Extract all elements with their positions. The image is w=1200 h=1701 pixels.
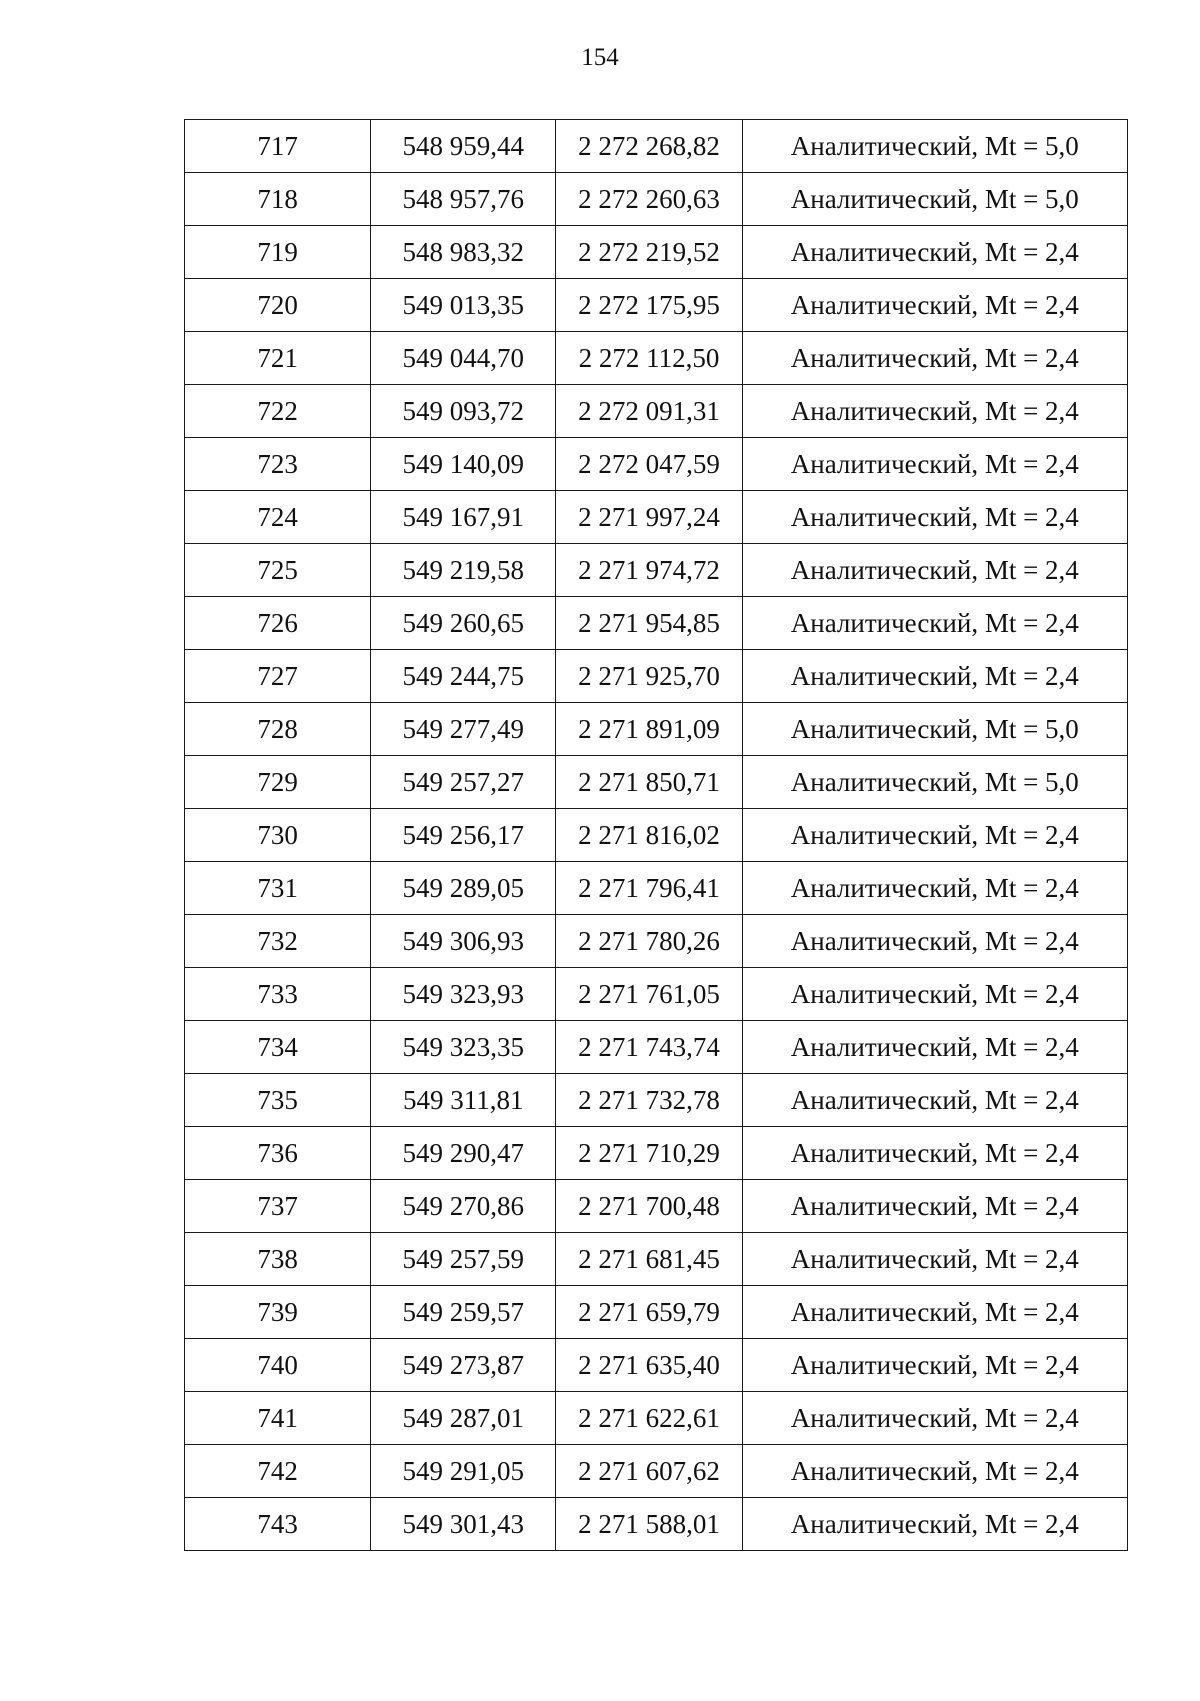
x-coordinate-cell: 549 270,86: [371, 1180, 556, 1233]
point-number-cell: 731: [185, 862, 371, 915]
x-coordinate-cell: 549 167,91: [371, 491, 556, 544]
point-number-cell: 724: [185, 491, 371, 544]
point-number-cell: 730: [185, 809, 371, 862]
table-row: [185, 438, 1128, 491]
table-row: [185, 120, 1128, 173]
method-cell: Аналитический, Mt = 5,0: [742, 703, 1127, 756]
point-number-cell: 732: [185, 915, 371, 968]
method-cell: Аналитический, Mt = 5,0: [742, 173, 1127, 226]
method-cell: Аналитический, Mt = 2,4: [742, 385, 1127, 438]
y-coordinate-cell: 2 272 047,59: [556, 438, 742, 491]
y-coordinate-cell: 2 271 796,41: [556, 862, 742, 915]
x-coordinate-cell: 549 306,93: [371, 915, 556, 968]
method-cell: Аналитический, Mt = 2,4: [742, 438, 1127, 491]
method-cell: Аналитический, Mt = 2,4: [742, 809, 1127, 862]
method-cell: Аналитический, Mt = 2,4: [742, 1021, 1127, 1074]
y-coordinate-cell: 2 272 260,63: [556, 173, 742, 226]
y-coordinate-cell: 2 271 659,79: [556, 1286, 742, 1339]
method-cell: Аналитический, Mt = 2,4: [742, 1498, 1127, 1551]
y-coordinate-cell: 2 271 743,74: [556, 1021, 742, 1074]
point-number-cell: 742: [185, 1445, 371, 1498]
x-coordinate-cell: 548 957,76: [371, 173, 556, 226]
point-number-cell: 734: [185, 1021, 371, 1074]
y-coordinate-cell: 2 271 997,24: [556, 491, 742, 544]
method-cell: Аналитический, Mt = 5,0: [742, 756, 1127, 809]
table-row: [185, 226, 1128, 279]
y-coordinate-cell: 2 271 816,02: [556, 809, 742, 862]
y-coordinate-cell: 2 271 588,01: [556, 1498, 742, 1551]
table-row: [185, 1021, 1128, 1074]
method-cell: Аналитический, Mt = 2,4: [742, 1233, 1127, 1286]
point-number-cell: 729: [185, 756, 371, 809]
y-coordinate-cell: 2 271 954,85: [556, 597, 742, 650]
y-coordinate-cell: 2 271 710,29: [556, 1127, 742, 1180]
point-number-cell: 743: [185, 1498, 371, 1551]
x-coordinate-cell: 549 044,70: [371, 332, 556, 385]
method-cell: Аналитический, Mt = 2,4: [742, 279, 1127, 332]
point-number-cell: 726: [185, 597, 371, 650]
point-number-cell: 740: [185, 1339, 371, 1392]
table-row: [185, 1445, 1128, 1498]
method-cell: Аналитический, Mt = 2,4: [742, 650, 1127, 703]
x-coordinate-cell: 549 257,59: [371, 1233, 556, 1286]
point-number-cell: 717: [185, 120, 371, 173]
point-number-cell: 722: [185, 385, 371, 438]
y-coordinate-cell: 2 272 219,52: [556, 226, 742, 279]
table-row: [185, 1392, 1128, 1445]
table-row: [185, 597, 1128, 650]
table-row: [185, 1233, 1128, 1286]
point-number-cell: 721: [185, 332, 371, 385]
y-coordinate-cell: 2 272 091,31: [556, 385, 742, 438]
table-row: [185, 915, 1128, 968]
method-cell: Аналитический, Mt = 2,4: [742, 491, 1127, 544]
method-cell: Аналитический, Mt = 2,4: [742, 862, 1127, 915]
method-cell: Аналитический, Mt = 2,4: [742, 1445, 1127, 1498]
method-cell: Аналитический, Mt = 2,4: [742, 544, 1127, 597]
point-number-cell: 735: [185, 1074, 371, 1127]
method-cell: Аналитический, Mt = 2,4: [742, 332, 1127, 385]
x-coordinate-cell: 549 277,49: [371, 703, 556, 756]
method-cell: Аналитический, Mt = 2,4: [742, 1339, 1127, 1392]
table-row: [185, 1127, 1128, 1180]
x-coordinate-cell: 549 219,58: [371, 544, 556, 597]
table-row: [185, 1286, 1128, 1339]
y-coordinate-cell: 2 271 732,78: [556, 1074, 742, 1127]
table-row: [185, 756, 1128, 809]
x-coordinate-cell: 549 290,47: [371, 1127, 556, 1180]
x-coordinate-cell: 549 256,17: [371, 809, 556, 862]
point-number-cell: 719: [185, 226, 371, 279]
table-row: [185, 173, 1128, 226]
x-coordinate-cell: 549 323,93: [371, 968, 556, 1021]
table-row: [185, 1074, 1128, 1127]
y-coordinate-cell: 2 272 268,82: [556, 120, 742, 173]
method-cell: Аналитический, Mt = 2,4: [742, 597, 1127, 650]
y-coordinate-cell: 2 271 925,70: [556, 650, 742, 703]
table-row: [185, 703, 1128, 756]
table-row: [185, 968, 1128, 1021]
method-cell: Аналитический, Mt = 5,0: [742, 120, 1127, 173]
page-number: 154: [581, 44, 619, 71]
x-coordinate-cell: 549 257,27: [371, 756, 556, 809]
x-coordinate-cell: 549 093,72: [371, 385, 556, 438]
table-row: [185, 385, 1128, 438]
table-row: [185, 1180, 1128, 1233]
x-coordinate-cell: 549 287,01: [371, 1392, 556, 1445]
x-coordinate-cell: 548 959,44: [371, 120, 556, 173]
x-coordinate-cell: 549 273,87: [371, 1339, 556, 1392]
x-coordinate-cell: 549 323,35: [371, 1021, 556, 1074]
x-coordinate-cell: 549 259,57: [371, 1286, 556, 1339]
point-number-cell: 723: [185, 438, 371, 491]
point-number-cell: 728: [185, 703, 371, 756]
y-coordinate-cell: 2 271 681,45: [556, 1233, 742, 1286]
table-row: [185, 491, 1128, 544]
y-coordinate-cell: 2 271 635,40: [556, 1339, 742, 1392]
y-coordinate-cell: 2 271 622,61: [556, 1392, 742, 1445]
method-cell: Аналитический, Mt = 2,4: [742, 1286, 1127, 1339]
x-coordinate-cell: 549 291,05: [371, 1445, 556, 1498]
y-coordinate-cell: 2 271 761,05: [556, 968, 742, 1021]
x-coordinate-cell: 549 289,05: [371, 862, 556, 915]
table-row: [185, 332, 1128, 385]
x-coordinate-cell: 549 013,35: [371, 279, 556, 332]
table-row: [185, 279, 1128, 332]
point-number-cell: 738: [185, 1233, 371, 1286]
point-number-cell: 739: [185, 1286, 371, 1339]
method-cell: Аналитический, Mt = 2,4: [742, 915, 1127, 968]
point-number-cell: 733: [185, 968, 371, 1021]
method-cell: Аналитический, Mt = 2,4: [742, 1392, 1127, 1445]
point-number-cell: 725: [185, 544, 371, 597]
y-coordinate-cell: 2 272 175,95: [556, 279, 742, 332]
table-body: [185, 120, 1128, 1551]
method-cell: Аналитический, Mt = 2,4: [742, 1180, 1127, 1233]
y-coordinate-cell: 2 271 850,71: [556, 756, 742, 809]
table-row: [185, 1498, 1128, 1551]
method-cell: Аналитический, Mt = 2,4: [742, 1074, 1127, 1127]
table-row: [185, 1339, 1128, 1392]
method-cell: Аналитический, Mt = 2,4: [742, 968, 1127, 1021]
y-coordinate-cell: 2 271 891,09: [556, 703, 742, 756]
table-row: [185, 544, 1128, 597]
y-coordinate-cell: 2 271 780,26: [556, 915, 742, 968]
point-number-cell: 736: [185, 1127, 371, 1180]
coordinates-table: [184, 119, 1128, 1551]
y-coordinate-cell: 2 271 607,62: [556, 1445, 742, 1498]
point-number-cell: 737: [185, 1180, 371, 1233]
table-row: [185, 862, 1128, 915]
method-cell: Аналитический, Mt = 2,4: [742, 226, 1127, 279]
x-coordinate-cell: 548 983,32: [371, 226, 556, 279]
x-coordinate-cell: 549 140,09: [371, 438, 556, 491]
y-coordinate-cell: 2 271 700,48: [556, 1180, 742, 1233]
y-coordinate-cell: 2 271 974,72: [556, 544, 742, 597]
point-number-cell: 720: [185, 279, 371, 332]
y-coordinate-cell: 2 272 112,50: [556, 332, 742, 385]
table-row: [185, 650, 1128, 703]
point-number-cell: 718: [185, 173, 371, 226]
x-coordinate-cell: 549 301,43: [371, 1498, 556, 1551]
point-number-cell: 741: [185, 1392, 371, 1445]
x-coordinate-cell: 549 244,75: [371, 650, 556, 703]
x-coordinate-cell: 549 260,65: [371, 597, 556, 650]
method-cell: Аналитический, Mt = 2,4: [742, 1127, 1127, 1180]
x-coordinate-cell: 549 311,81: [371, 1074, 556, 1127]
table-row: [185, 809, 1128, 862]
point-number-cell: 727: [185, 650, 371, 703]
